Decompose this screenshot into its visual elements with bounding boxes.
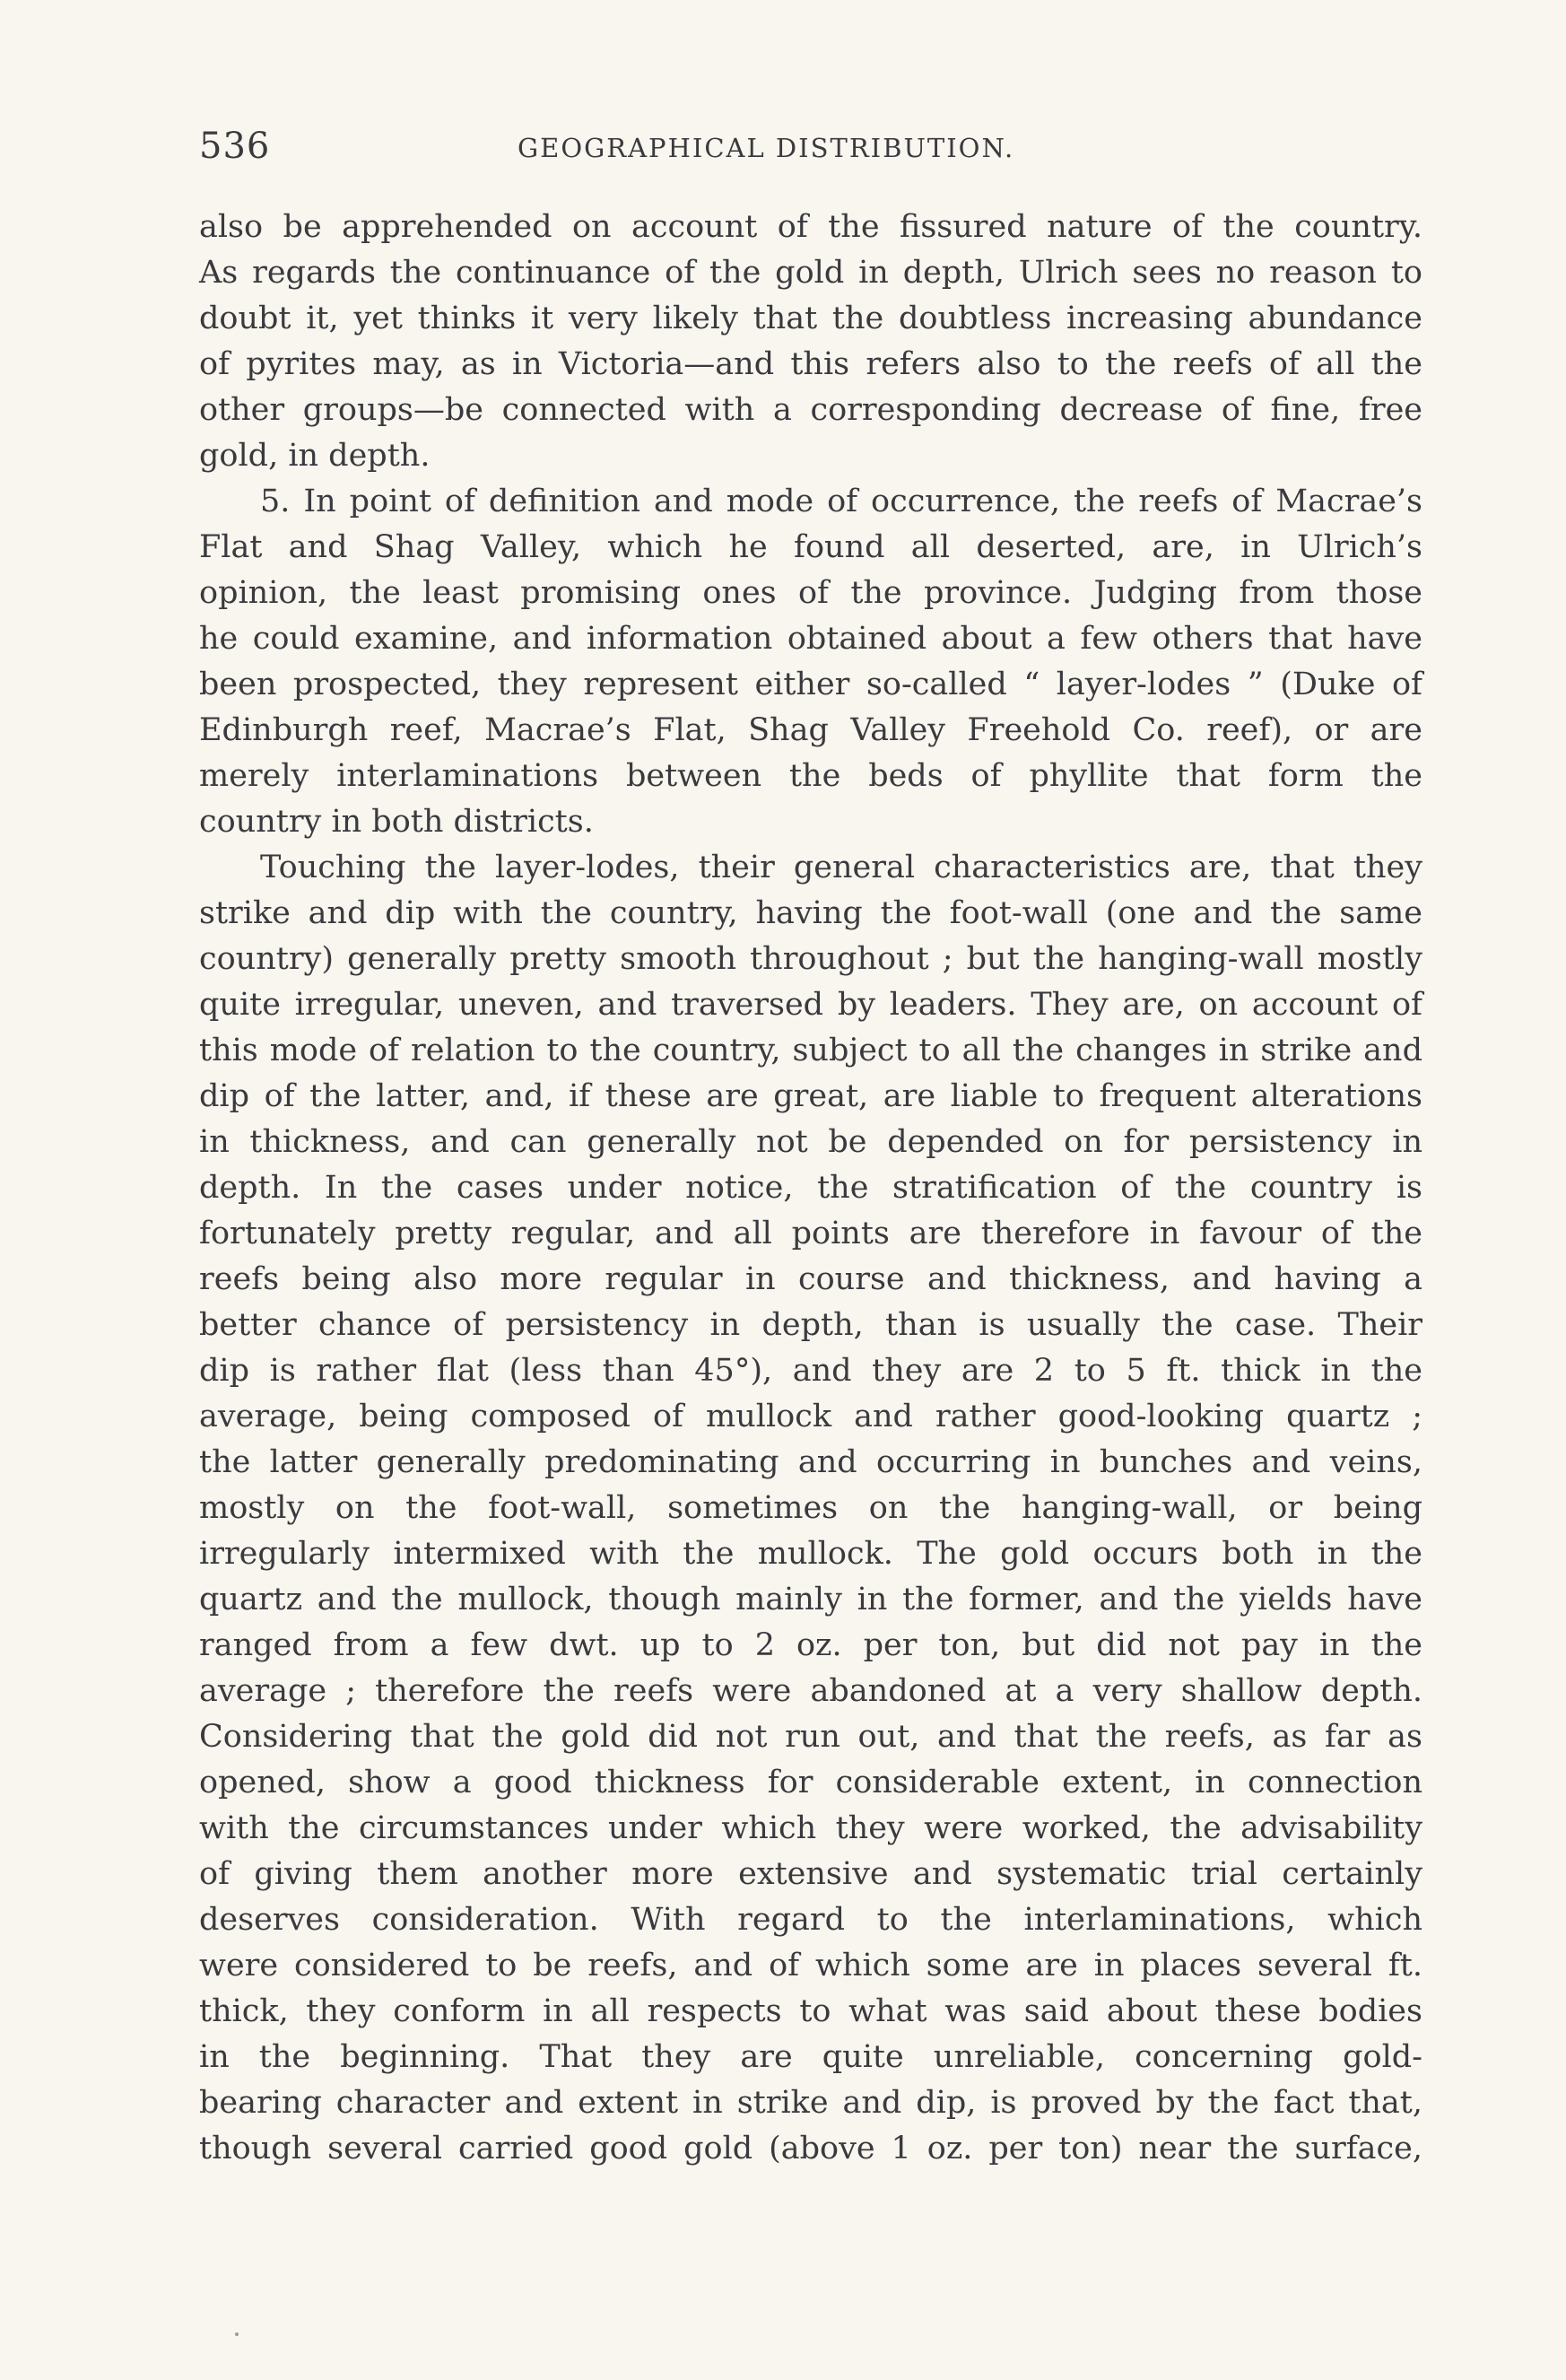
page-number: 536 (199, 126, 271, 167)
text-line: average ; therefore the reefs were abandoned at a very shallow depth. (199, 1673, 1422, 1709)
running-title: GEOGRAPHICAL DISTRIBUTION. (518, 133, 1015, 163)
text-line: Flat and Shag Valley, which he found all deserted, are, in Ulrich’s (199, 529, 1422, 565)
text-line: strike and dip with the country, having the foot-wall (one and the same (199, 895, 1422, 931)
text-line: quartz and the mullock, though mainly in the former, and the yields have (199, 1582, 1422, 1617)
text-line: depth. In the cases under notice, the stratification of the country is (199, 1170, 1422, 1206)
text-line: dip of the latter, and, if these are great, are liable to frequent alterations (199, 1078, 1422, 1114)
text-line: irregularly intermixed with the mullock. The gold occurs both in the (199, 1536, 1422, 1572)
text-line: of pyrites may, as in Victoria—and this refers also to the reefs of all the (199, 346, 1422, 382)
text-line: this mode of relation to the country, subject to all the changes in strike and (199, 1033, 1422, 1068)
text-line: also be apprehended on account of the fissured nature of the country. (199, 209, 1422, 245)
text-line: reefs being also more regular in course and thickness, and having a (199, 1261, 1422, 1297)
paper-speck (235, 2332, 239, 2336)
text-line: As regards the continuance of the gold in depth, Ulrich sees no reason to (199, 255, 1422, 291)
text-line: mostly on the foot-wall, sometimes on the hanging-wall, or being (199, 1490, 1422, 1526)
text-line: in thickness, and can generally not be depended on for persistency in (199, 1124, 1422, 1160)
text-line: been prospected, they represent either so-called “ layer-lodes ” (Duke of (199, 667, 1422, 702)
text-line: better chance of persistency in depth, than is usually the case. Their (199, 1307, 1422, 1343)
text-line: opened, show a good thickness for considerable extent, in connection (199, 1765, 1422, 1800)
text-line: opinion, the least promising ones of the province. Judging from those (199, 575, 1422, 611)
text-line: in the beginning. That they are quite unreliable, concerning gold- (199, 2039, 1422, 2075)
text-line: Edinburgh reef, Macrae’s Flat, Shag Valley Freehold Co. reef), or are (199, 712, 1422, 748)
text-line: doubt it, yet thinks it very likely that the doubtless increasing abundance (199, 301, 1422, 336)
text-line: average, being composed of mullock and rather good-looking quartz ; (199, 1399, 1422, 1434)
text-line: of giving them another more extensive and systematic trial certainly (199, 1856, 1422, 1892)
text-line: other groups—be connected with a corresponding decrease of fine, free (199, 392, 1422, 428)
body-text (199, 205, 1422, 2172)
text-line: Touching the layer-lodes, their general characteristics are, that they (260, 850, 1422, 885)
text-line: Considering that the gold did not run out, and that the reefs, as far as (199, 1719, 1422, 1755)
text-line: deserves consideration. With regard to the interlaminations, which (199, 1902, 1422, 1938)
text-line: bearing character and extent in strike and dip, is proved by the fact that, (199, 2085, 1422, 2121)
text-line: the latter generally predominating and occurring in bunches and veins, (199, 1444, 1422, 1480)
text-line: quite irregular, uneven, and traversed by leaders. They are, on account of (199, 987, 1422, 1023)
text-line: he could examine, and information obtained about a few others that have (199, 621, 1422, 657)
text-line: gold, in depth. (199, 438, 431, 474)
text-line: fortunately pretty regular, and all points are therefore in favour of the (199, 1216, 1422, 1251)
text-line: though several carried good gold (above 1 oz. per ton) near the surface, (199, 2131, 1422, 2166)
text-line: dip is rather flat (less than 45°), and they are 2 to 5 ft. thick in the (199, 1353, 1422, 1389)
text-line: 5. In point of definition and mode of occurrence, the reefs of Macrae’s (260, 484, 1422, 519)
text-line: ranged from a few dwt. up to 2 oz. per ton, but did not pay in the (199, 1627, 1422, 1663)
text-line: thick, they conform in all respects to what was said about these bodies (199, 1993, 1422, 2029)
text-line: merely interlaminations between the beds of phyllite that form the (199, 758, 1422, 794)
text-line: were considered to be reefs, and of which some are in places several ft. (199, 1948, 1422, 1983)
page-header (199, 126, 1422, 179)
text-line: country) generally pretty smooth throughout ; but the hanging-wall mostly (199, 941, 1422, 977)
text-line: country in both districts. (199, 804, 594, 840)
text-line: with the circumstances under which they were worked, the advisability (199, 1810, 1422, 1846)
